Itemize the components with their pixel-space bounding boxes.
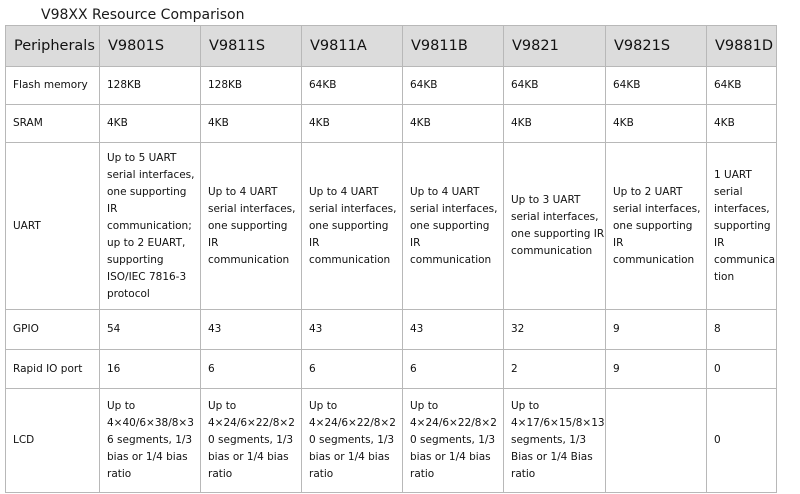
table-cell: 43 [302, 310, 403, 350]
table-cell: 6 [201, 350, 302, 389]
column-header-v9811a: V9811A [302, 26, 403, 67]
table-cell: Up to 4 UART serial interfaces, one supporting IR communication [403, 143, 504, 310]
row-label: LCD [6, 389, 100, 493]
column-header-v9811s: V9811S [201, 26, 302, 67]
row-label: Rapid IO port [6, 350, 100, 389]
table-cell: Up to 4 UART serial interfaces, one supporting IR communication [201, 143, 302, 310]
table-cell: 6 [302, 350, 403, 389]
column-header-v9811b: V9811B [403, 26, 504, 67]
table-cell: Up to 4×17/6×15/8×13 segments, 1/3 Bias or 1/4 Bias ratio [504, 389, 606, 493]
table-cell: 4KB [302, 105, 403, 143]
table-cell: 64KB [302, 67, 403, 105]
table-cell: 2 [504, 350, 606, 389]
table-cell: Up to 4×24/6×22/8×20 segments, 1/3 bias or 1/4 bias ratio [302, 389, 403, 493]
column-header-v9821s: V9821S [606, 26, 707, 67]
row-label: SRAM [6, 105, 100, 143]
table-cell: 128KB [201, 67, 302, 105]
table-cell: Up to 3 UART serial interfaces, one supporting IR communication [504, 143, 606, 310]
row-label: GPIO [6, 310, 100, 350]
table-cell: 64KB [403, 67, 504, 105]
table-cell: Up to 4×40/6×38/8×36 segments, 1/3 bias or 1/4 bias ratio [100, 389, 201, 493]
table-row-sram [6, 105, 777, 143]
table-cell: Up to 4×24/6×22/8×20 segments, 1/3 bias or 1/4 bias ratio [201, 389, 302, 493]
table-cell: 9 [606, 350, 707, 389]
column-header-v9881d: V9881D [707, 26, 777, 67]
table-cell: 43 [201, 310, 302, 350]
table-cell: Up to 5 UART serial interfaces, one supporting IR communication; up to 2 EUART, supporting ISO/IEC 7816-3 protocol [100, 143, 201, 310]
table-cell: 1 UART serial interfaces, supporting IR communication [707, 143, 777, 310]
table-cell: 4KB [504, 105, 606, 143]
header-row [6, 26, 777, 67]
table-cell: 43 [403, 310, 504, 350]
table-cell: Up to 4×24/6×22/8×20 segments, 1/3 bias or 1/4 bias ratio [403, 389, 504, 493]
table-cell: Up to 4 UART serial interfaces, one supporting IR communication [302, 143, 403, 310]
column-header-v9821: V9821 [504, 26, 606, 67]
table-cell: 4KB [606, 105, 707, 143]
row-label: UART [6, 143, 100, 310]
row-label: Flash memory [6, 67, 100, 105]
table-cell: 4KB [201, 105, 302, 143]
table-cell: 64KB [504, 67, 606, 105]
table-cell: 128KB [100, 67, 201, 105]
table-cell: 32 [504, 310, 606, 350]
table-row-rapid-io-port [6, 350, 777, 389]
table-cell: 0 [707, 389, 777, 493]
table-cell: 4KB [100, 105, 201, 143]
column-header-peripherals: Peripherals [6, 26, 100, 67]
table-cell: 64KB [606, 67, 707, 105]
table-cell: 0 [707, 350, 777, 389]
table-row-lcd [6, 389, 777, 493]
table-cell: 64KB [707, 67, 777, 105]
table-cell: Up to 2 UART serial interfaces, one supporting IR communication [606, 143, 707, 310]
resource-comparison-table [5, 25, 777, 493]
table-cell: 54 [100, 310, 201, 350]
table-title: V98XX Resource Comparison [41, 7, 245, 23]
table-cell: 6 [403, 350, 504, 389]
table-row-uart [6, 143, 777, 310]
column-header-v9801s: V9801S [100, 26, 201, 67]
table-cell: 4KB [403, 105, 504, 143]
table-row-gpio [6, 310, 777, 350]
table-cell: 4KB [707, 105, 777, 143]
table-cell: 16 [100, 350, 201, 389]
table-cell: 9 [606, 310, 707, 350]
table-cell: 8 [707, 310, 777, 350]
table-row-flash-memory [6, 67, 777, 105]
table-cell [606, 389, 707, 493]
